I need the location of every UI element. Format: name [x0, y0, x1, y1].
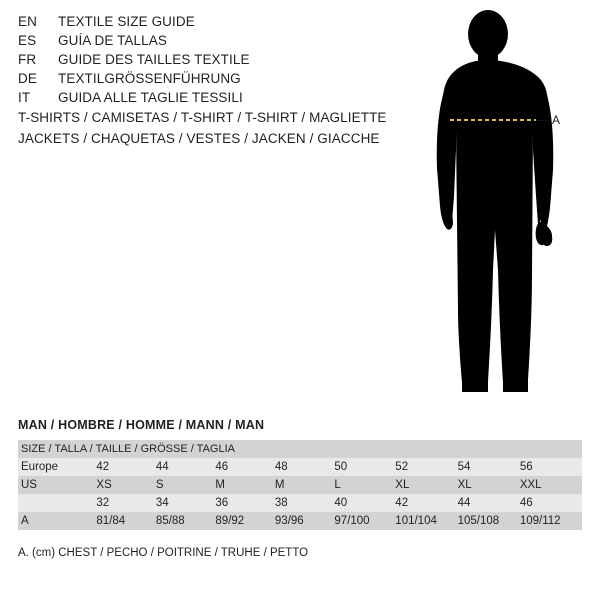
language-code: IT: [18, 90, 31, 105]
table-footnote: A. (cm) CHEST / PECHO / POITRINE / TRUHE / PETTO: [18, 547, 309, 559]
cell: M: [215, 476, 275, 494]
cell: XXL: [520, 476, 582, 494]
language-row: [18, 33, 348, 52]
cell: 48: [275, 458, 335, 476]
language-row: [18, 90, 348, 109]
table-row: [18, 458, 582, 476]
category-list: [18, 110, 387, 152]
language-title: GUIDE DES TAILLES TEXTILE: [58, 52, 250, 67]
size-table: [18, 440, 582, 530]
cell: 36: [215, 494, 275, 512]
cell: XL: [458, 476, 520, 494]
category-jackets: JACKETS / CHAQUETAS / VESTES / JACKEN / GIACCHE: [18, 131, 380, 146]
table-header-label: SIZE / TALLA / TAILLE / GRÖSSE / TAGLIA: [18, 440, 582, 458]
language-row: [18, 71, 348, 90]
cell: 85/88: [156, 512, 216, 530]
cell: 50: [334, 458, 395, 476]
language-title: TEXTILE SIZE GUIDE: [58, 14, 195, 29]
cell: 105/108: [458, 512, 520, 530]
category-tshirts: T-SHIRTS / CAMISETAS / T-SHIRT / T-SHIRT / MAGLIETTE: [18, 110, 387, 125]
cell: 46: [520, 494, 582, 512]
cell: S: [156, 476, 216, 494]
cell: 56: [520, 458, 582, 476]
language-code: DE: [18, 71, 37, 86]
cell: 44: [156, 458, 216, 476]
language-code: FR: [18, 52, 37, 67]
language-code: ES: [18, 33, 37, 48]
table-header-row: [18, 440, 582, 458]
cell: 40: [334, 494, 395, 512]
cell: M: [275, 476, 335, 494]
cell: 109/112: [520, 512, 582, 530]
cell: 44: [458, 494, 520, 512]
cell: 93/96: [275, 512, 335, 530]
cell: 81/84: [96, 512, 156, 530]
cell: 89/92: [215, 512, 275, 530]
cell: 42: [96, 458, 156, 476]
cell: 34: [156, 494, 216, 512]
chest-measure-line: [400, 10, 590, 400]
language-code: EN: [18, 14, 37, 29]
row-label: US: [18, 476, 96, 494]
cell: 97/100: [334, 512, 395, 530]
cell: 101/104: [395, 512, 457, 530]
male-figure-illustration: [400, 10, 590, 400]
language-title: GUIDA ALLE TAGLIE TESSILI: [58, 90, 243, 105]
row-label: Europe: [18, 458, 96, 476]
cell: 52: [395, 458, 457, 476]
cell: XS: [96, 476, 156, 494]
table-row: [18, 494, 582, 512]
cell: L: [334, 476, 395, 494]
language-row: [18, 14, 348, 33]
row-label: A: [18, 512, 96, 530]
table-row: [18, 512, 582, 530]
cell: XL: [395, 476, 457, 494]
cell: 42: [395, 494, 457, 512]
chest-measure-label: A: [552, 113, 561, 127]
table-row: [18, 476, 582, 494]
language-row: [18, 52, 348, 71]
cell: 46: [215, 458, 275, 476]
cell: 38: [275, 494, 335, 512]
language-title: GUÍA DE TALLAS: [58, 33, 167, 48]
table-title: MAN / HOMBRE / HOMME / MANN / MAN: [18, 418, 265, 432]
row-label: [18, 494, 96, 512]
language-title: TEXTILGRÖSSENFÜHRUNG: [58, 71, 241, 86]
cell: 54: [458, 458, 520, 476]
cell: 32: [96, 494, 156, 512]
language-list: [18, 14, 348, 109]
